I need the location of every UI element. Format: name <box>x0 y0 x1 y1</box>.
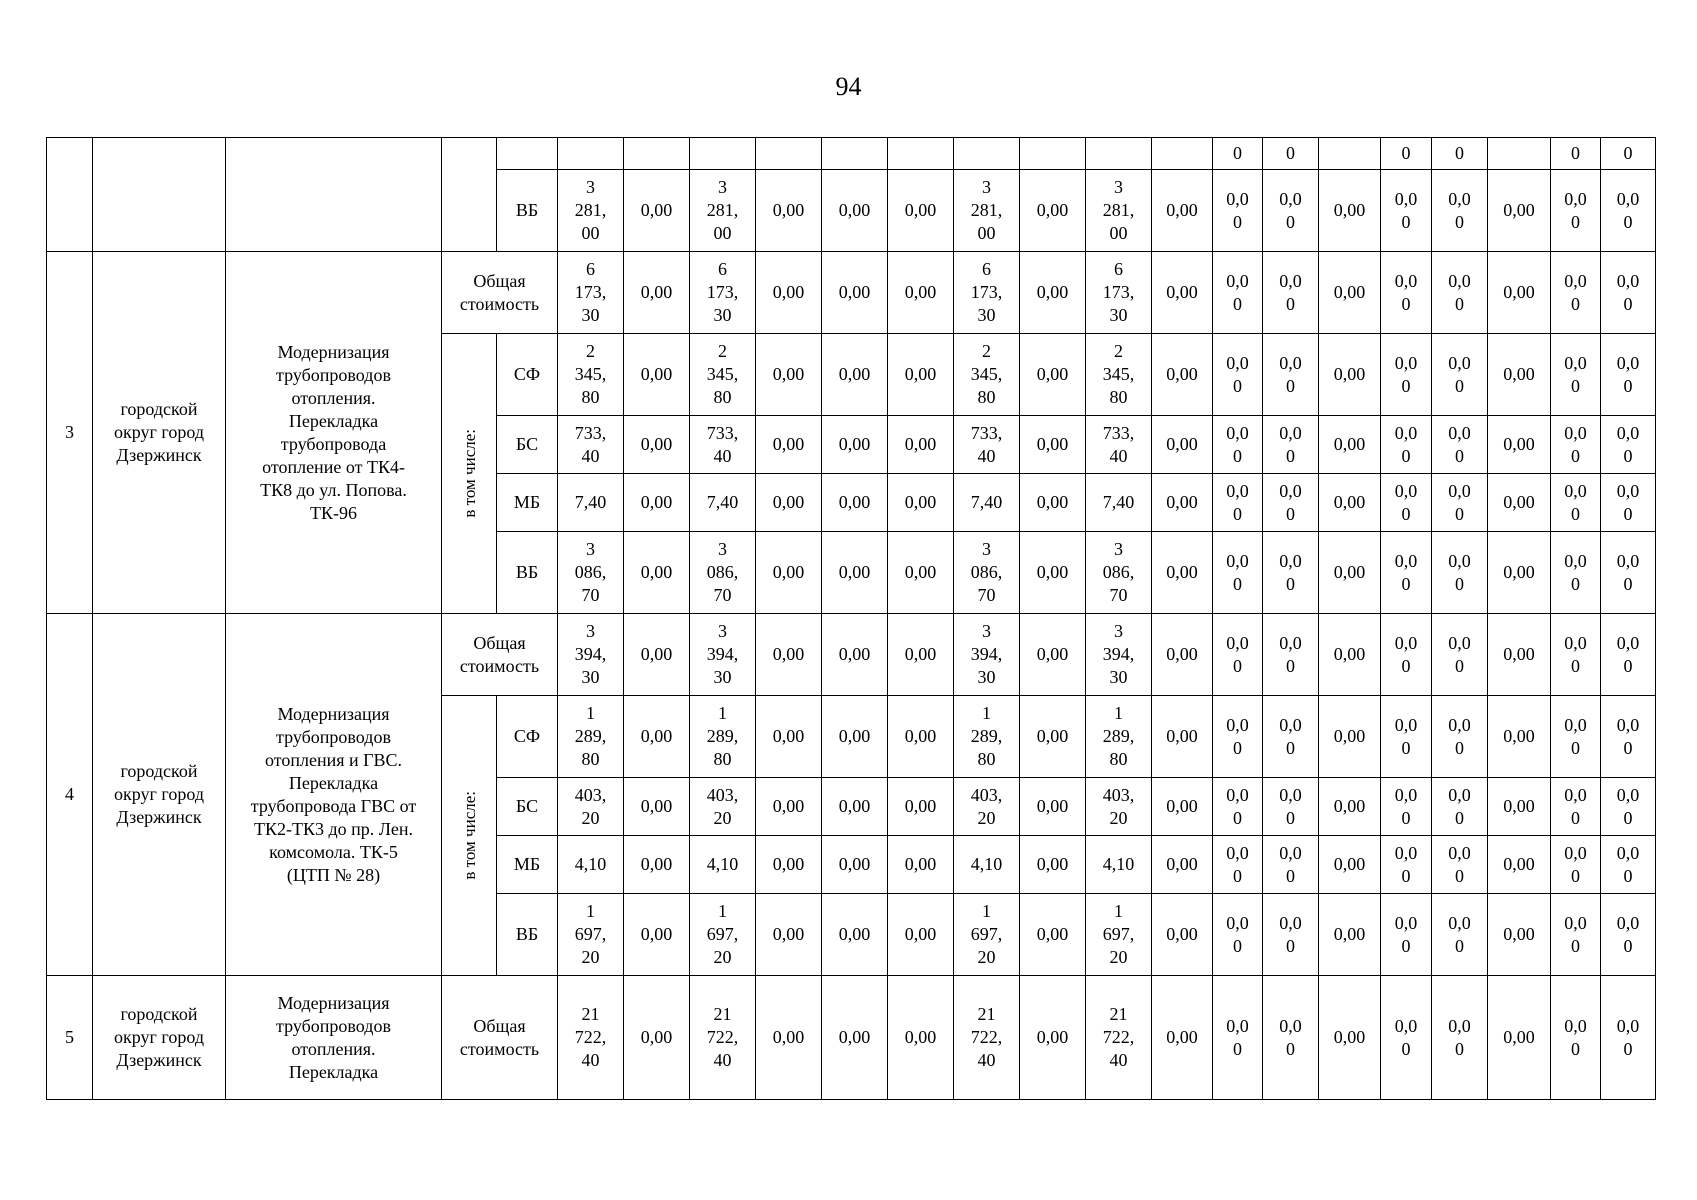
value-cell: 0,0 0 <box>1263 474 1319 532</box>
value-cell: 0,00 <box>624 252 690 334</box>
value-cell: 0,00 <box>1152 894 1213 976</box>
value-cell: 0,0 0 <box>1601 614 1656 696</box>
value-cell: 0,0 0 <box>1263 170 1319 252</box>
value-cell: 0,0 0 <box>1263 778 1319 836</box>
value-cell: 0,00 <box>1020 976 1086 1100</box>
value-cell: 0,0 0 <box>1213 614 1263 696</box>
value-cell: 21 722, 40 <box>1086 976 1152 1100</box>
value-cell <box>1086 138 1152 170</box>
total-cost-label: Общая стоимость <box>442 252 558 334</box>
value-cell: 6 173, 30 <box>558 252 624 334</box>
value-cell: 0,00 <box>756 474 822 532</box>
value-cell: 0,0 0 <box>1601 696 1656 778</box>
value-cell: 0,0 0 <box>1551 894 1601 976</box>
value-cell: 0,0 0 <box>1213 836 1263 894</box>
value-cell: 0,0 0 <box>1551 416 1601 474</box>
value-cell: 0,0 0 <box>1601 976 1656 1100</box>
value-cell: 3 394, 30 <box>558 614 624 696</box>
value-cell <box>558 138 624 170</box>
value-cell: 0,00 <box>1488 334 1551 416</box>
value-cell: 0,00 <box>888 976 954 1100</box>
value-cell: 0,00 <box>624 696 690 778</box>
value-cell: 0,00 <box>1020 334 1086 416</box>
district-cell <box>93 138 226 252</box>
value-cell: 0,00 <box>756 532 822 614</box>
value-cell: 0,00 <box>1488 836 1551 894</box>
value-cell: 3 394, 30 <box>954 614 1020 696</box>
value-cell: 0,00 <box>822 334 888 416</box>
value-cell: 1 289, 80 <box>558 696 624 778</box>
value-cell: 0 <box>1381 138 1432 170</box>
value-cell: 0,00 <box>888 836 954 894</box>
incl-cell <box>442 138 497 252</box>
fund-cell <box>497 138 558 170</box>
value-cell <box>1488 138 1551 170</box>
value-cell: 0,0 0 <box>1381 532 1432 614</box>
value-cell: 1 289, 80 <box>1086 696 1152 778</box>
value-cell: 2 345, 80 <box>954 334 1020 416</box>
value-cell: 0 <box>1213 138 1263 170</box>
value-cell: 0,00 <box>1319 334 1381 416</box>
value-cell: 0,00 <box>1488 894 1551 976</box>
value-cell: 0,0 0 <box>1213 894 1263 976</box>
value-cell: 2 345, 80 <box>558 334 624 416</box>
value-cell <box>624 138 690 170</box>
value-cell: 0,0 0 <box>1381 696 1432 778</box>
table-row <box>47 614 1656 696</box>
value-cell: 0,00 <box>1152 252 1213 334</box>
value-cell: 0,0 0 <box>1263 696 1319 778</box>
value-cell: 0,0 0 <box>1381 894 1432 976</box>
value-cell: 0,00 <box>1319 614 1381 696</box>
value-cell: 0,0 0 <box>1432 532 1488 614</box>
value-cell: 0,0 0 <box>1432 894 1488 976</box>
project-description: Модернизация трубопроводов отопления и ГВС. Перекладка трубопровода ГВС от ТК2-ТК3 до пр. Лен. комсомола. ТК-5 (ЦТП № 28) <box>226 614 442 976</box>
value-cell: 0,0 0 <box>1551 474 1601 532</box>
value-cell: 0,00 <box>888 170 954 252</box>
value-cell: 6 173, 30 <box>954 252 1020 334</box>
value-cell: 0 <box>1551 138 1601 170</box>
row-number: 4 <box>47 614 93 976</box>
table-row <box>47 252 1656 334</box>
value-cell: 0,00 <box>624 416 690 474</box>
value-cell: 0,00 <box>1020 696 1086 778</box>
value-cell: 0,0 0 <box>1263 614 1319 696</box>
value-cell <box>954 138 1020 170</box>
fund-source: БС <box>497 778 558 836</box>
value-cell: 0,00 <box>1319 474 1381 532</box>
value-cell: 0,0 0 <box>1381 170 1432 252</box>
value-cell: 0,00 <box>822 778 888 836</box>
value-cell: 0,0 0 <box>1432 334 1488 416</box>
value-cell: 0,00 <box>1319 416 1381 474</box>
value-cell <box>888 138 954 170</box>
value-cell: 0,00 <box>1020 416 1086 474</box>
value-cell: 733, 40 <box>558 416 624 474</box>
value-cell: 0,0 0 <box>1601 836 1656 894</box>
value-cell: 3 086, 70 <box>558 532 624 614</box>
value-cell: 0,00 <box>1020 252 1086 334</box>
value-cell: 0,0 0 <box>1432 778 1488 836</box>
value-cell: 0,00 <box>822 532 888 614</box>
value-cell: 0,0 0 <box>1551 252 1601 334</box>
value-cell: 3 281, 00 <box>690 170 756 252</box>
value-cell: 0,0 0 <box>1381 614 1432 696</box>
value-cell: 3 086, 70 <box>1086 532 1152 614</box>
value-cell: 0,0 0 <box>1381 334 1432 416</box>
value-cell: 0,00 <box>822 976 888 1100</box>
value-cell: 0,0 0 <box>1213 474 1263 532</box>
value-cell: 21 722, 40 <box>690 976 756 1100</box>
value-cell: 0,00 <box>1020 474 1086 532</box>
value-cell: 0,00 <box>822 416 888 474</box>
value-cell: 0,0 0 <box>1263 252 1319 334</box>
value-cell: 2 345, 80 <box>690 334 756 416</box>
value-cell: 3 281, 00 <box>954 170 1020 252</box>
value-cell: 0,00 <box>1488 532 1551 614</box>
value-cell: 21 722, 40 <box>954 976 1020 1100</box>
value-cell: 1 697, 20 <box>954 894 1020 976</box>
value-cell: 0,00 <box>888 614 954 696</box>
value-cell: 0,00 <box>756 836 822 894</box>
including-label: в том числе: <box>459 429 479 518</box>
value-cell: 0,0 0 <box>1213 416 1263 474</box>
value-cell: 0,00 <box>888 696 954 778</box>
value-cell: 0,00 <box>1488 614 1551 696</box>
row-number: 3 <box>47 252 93 614</box>
fund-source: МБ <box>497 474 558 532</box>
value-cell: 6 173, 30 <box>690 252 756 334</box>
value-cell <box>1319 138 1381 170</box>
page-number: 94 <box>835 72 862 101</box>
value-cell: 0,0 0 <box>1601 170 1656 252</box>
value-cell: 0,0 0 <box>1432 170 1488 252</box>
value-cell: 0,00 <box>1152 334 1213 416</box>
value-cell: 0,0 0 <box>1381 416 1432 474</box>
including-label: в том числе: <box>459 791 479 880</box>
value-cell: 0,00 <box>756 170 822 252</box>
total-cost-label: Общая стоимость <box>442 614 558 696</box>
value-cell: 4,10 <box>558 836 624 894</box>
fund-source: СФ <box>497 334 558 416</box>
value-cell: 0,00 <box>888 252 954 334</box>
value-cell: 0,0 0 <box>1263 894 1319 976</box>
table-row <box>47 976 1656 1100</box>
value-cell: 0,00 <box>1488 474 1551 532</box>
fund-cell: ВБ <box>497 170 558 252</box>
value-cell: 0,00 <box>756 252 822 334</box>
including-label-cell <box>442 696 497 976</box>
fund-source: СФ <box>497 696 558 778</box>
value-cell: 0,0 0 <box>1601 778 1656 836</box>
value-cell: 403, 20 <box>1086 778 1152 836</box>
value-cell: 0,00 <box>1488 778 1551 836</box>
value-cell: 0,00 <box>1488 696 1551 778</box>
value-cell: 0,00 <box>1488 416 1551 474</box>
value-cell: 0,0 0 <box>1551 170 1601 252</box>
row-number: 5 <box>47 976 93 1100</box>
value-cell: 0,00 <box>888 474 954 532</box>
value-cell: 0,0 0 <box>1381 778 1432 836</box>
value-cell: 0,00 <box>624 614 690 696</box>
value-cell: 0,00 <box>1319 170 1381 252</box>
value-cell: 4,10 <box>954 836 1020 894</box>
value-cell: 0,00 <box>624 474 690 532</box>
district-name: городской округ город Дзержинск <box>93 252 226 614</box>
value-cell: 0,00 <box>1152 532 1213 614</box>
value-cell: 0,00 <box>756 614 822 696</box>
value-cell: 0,00 <box>1152 976 1213 1100</box>
value-cell: 0,00 <box>756 976 822 1100</box>
value-cell: 1 697, 20 <box>690 894 756 976</box>
value-cell: 0,00 <box>624 334 690 416</box>
value-cell: 0,0 0 <box>1381 252 1432 334</box>
value-cell: 3 281, 00 <box>1086 170 1152 252</box>
value-cell: 0,00 <box>1319 836 1381 894</box>
value-cell: 0,0 0 <box>1432 416 1488 474</box>
value-cell: 0,0 0 <box>1601 532 1656 614</box>
value-cell: 7,40 <box>1086 474 1152 532</box>
value-cell: 0,00 <box>756 696 822 778</box>
value-cell: 0,00 <box>756 334 822 416</box>
value-cell: 3 281, 00 <box>558 170 624 252</box>
value-cell: 0,00 <box>1152 170 1213 252</box>
value-cell: 0,0 0 <box>1551 334 1601 416</box>
value-cell: 0,00 <box>756 416 822 474</box>
value-cell: 0,0 0 <box>1213 532 1263 614</box>
value-cell: 7,40 <box>954 474 1020 532</box>
value-cell <box>822 138 888 170</box>
value-cell: 0,00 <box>624 836 690 894</box>
value-cell: 0,00 <box>1020 836 1086 894</box>
value-cell: 0,0 0 <box>1551 614 1601 696</box>
value-cell: 0,0 0 <box>1381 836 1432 894</box>
value-cell: 0,00 <box>822 252 888 334</box>
value-cell: 733, 40 <box>690 416 756 474</box>
value-cell: 0,0 0 <box>1263 334 1319 416</box>
fund-source: БС <box>497 416 558 474</box>
district-name: городской округ город Дзержинск <box>93 614 226 976</box>
value-cell: 0,00 <box>1319 252 1381 334</box>
value-cell: 0,00 <box>888 532 954 614</box>
value-cell: 1 289, 80 <box>690 696 756 778</box>
value-cell: 0,00 <box>624 976 690 1100</box>
value-cell: 4,10 <box>1086 836 1152 894</box>
value-cell <box>1152 138 1213 170</box>
value-cell: 0,0 0 <box>1381 976 1432 1100</box>
value-cell: 0,00 <box>1152 696 1213 778</box>
project-description: Модернизация трубопроводов отопления. Перекладка трубопровода отопление от ТК4- ТК8 до ул. Попова. ТК-96 <box>226 252 442 614</box>
value-cell: 6 173, 30 <box>1086 252 1152 334</box>
value-cell: 0,00 <box>822 836 888 894</box>
value-cell: 1 697, 20 <box>558 894 624 976</box>
value-cell: 0,00 <box>888 416 954 474</box>
value-cell: 0,00 <box>822 614 888 696</box>
value-cell: 0,0 0 <box>1432 474 1488 532</box>
value-cell: 0,0 0 <box>1213 252 1263 334</box>
value-cell: 7,40 <box>558 474 624 532</box>
value-cell: 0,0 0 <box>1601 252 1656 334</box>
value-cell: 0,0 0 <box>1601 894 1656 976</box>
value-cell: 0,00 <box>624 170 690 252</box>
value-cell: 0,00 <box>888 334 954 416</box>
value-cell: 0,00 <box>822 170 888 252</box>
num-cell <box>47 138 93 252</box>
value-cell: 0,0 0 <box>1263 976 1319 1100</box>
value-cell: 0,0 0 <box>1432 614 1488 696</box>
value-cell: 0,00 <box>1319 532 1381 614</box>
value-cell: 0,0 0 <box>1432 976 1488 1100</box>
value-cell: 7,40 <box>690 474 756 532</box>
value-cell: 0,00 <box>1020 170 1086 252</box>
value-cell: 0 <box>1263 138 1319 170</box>
value-cell: 0,0 0 <box>1551 778 1601 836</box>
value-cell: 0,00 <box>1319 778 1381 836</box>
value-cell: 0,00 <box>624 778 690 836</box>
value-cell: 0,00 <box>1488 170 1551 252</box>
value-cell: 0,00 <box>822 474 888 532</box>
project-cell <box>226 138 442 252</box>
table-row <box>47 138 1656 170</box>
value-cell: 0,0 0 <box>1213 778 1263 836</box>
total-cost-label: Общая стоимость <box>442 976 558 1100</box>
value-cell: 403, 20 <box>558 778 624 836</box>
value-cell: 0,00 <box>624 532 690 614</box>
value-cell: 0,0 0 <box>1551 532 1601 614</box>
value-cell: 0 <box>1432 138 1488 170</box>
value-cell: 0,00 <box>1488 252 1551 334</box>
value-cell: 3 394, 30 <box>1086 614 1152 696</box>
including-label-cell <box>442 334 497 614</box>
value-cell: 3 086, 70 <box>954 532 1020 614</box>
value-cell: 733, 40 <box>954 416 1020 474</box>
value-cell: 0,00 <box>1152 778 1213 836</box>
value-cell: 0,00 <box>1319 976 1381 1100</box>
value-cell: 0,0 0 <box>1213 696 1263 778</box>
value-cell <box>690 138 756 170</box>
value-cell: 0,00 <box>822 696 888 778</box>
value-cell: 0,00 <box>1319 894 1381 976</box>
value-cell: 0,00 <box>1020 778 1086 836</box>
value-cell: 0,0 0 <box>1551 976 1601 1100</box>
value-cell <box>1020 138 1086 170</box>
value-cell: 0,00 <box>1152 614 1213 696</box>
value-cell: 0,0 0 <box>1213 334 1263 416</box>
value-cell: 0,00 <box>1152 474 1213 532</box>
fund-source: ВБ <box>497 894 558 976</box>
value-cell: 0,00 <box>888 778 954 836</box>
value-cell: 0,0 0 <box>1601 416 1656 474</box>
value-cell: 0,0 0 <box>1551 696 1601 778</box>
value-cell: 0,0 0 <box>1601 334 1656 416</box>
value-cell: 0,00 <box>1319 696 1381 778</box>
value-cell: 0,0 0 <box>1381 474 1432 532</box>
value-cell: 0,0 0 <box>1263 416 1319 474</box>
value-cell: 733, 40 <box>1086 416 1152 474</box>
value-cell: 0,00 <box>1020 532 1086 614</box>
value-cell: 0,00 <box>624 894 690 976</box>
fund-source: ВБ <box>497 532 558 614</box>
project-description: Модернизация трубопроводов отопления. Перекладка <box>226 976 442 1100</box>
value-cell: 403, 20 <box>954 778 1020 836</box>
value-cell: 2 345, 80 <box>1086 334 1152 416</box>
value-cell: 0,0 0 <box>1551 836 1601 894</box>
value-cell: 0,0 0 <box>1263 532 1319 614</box>
value-cell <box>756 138 822 170</box>
value-cell: 0,00 <box>1152 836 1213 894</box>
value-cell: 403, 20 <box>690 778 756 836</box>
value-cell: 0,00 <box>756 778 822 836</box>
value-cell: 0,0 0 <box>1263 836 1319 894</box>
value-cell: 0,00 <box>822 894 888 976</box>
value-cell: 3 394, 30 <box>690 614 756 696</box>
budget-table <box>46 137 1656 1100</box>
value-cell: 0,00 <box>756 894 822 976</box>
value-cell: 0,0 0 <box>1213 976 1263 1100</box>
fund-source: МБ <box>497 836 558 894</box>
value-cell: 0,00 <box>888 894 954 976</box>
value-cell: 0,0 0 <box>1432 696 1488 778</box>
value-cell: 0,0 0 <box>1601 474 1656 532</box>
value-cell: 0,00 <box>1020 614 1086 696</box>
district-name: городской округ город Дзержинск <box>93 976 226 1100</box>
value-cell: 0,00 <box>1488 976 1551 1100</box>
value-cell: 1 697, 20 <box>1086 894 1152 976</box>
value-cell: 0,00 <box>1020 894 1086 976</box>
value-cell: 4,10 <box>690 836 756 894</box>
value-cell: 0,0 0 <box>1213 170 1263 252</box>
value-cell: 0 <box>1601 138 1656 170</box>
value-cell: 21 722, 40 <box>558 976 624 1100</box>
value-cell: 0,0 0 <box>1432 836 1488 894</box>
value-cell: 3 086, 70 <box>690 532 756 614</box>
value-cell: 1 289, 80 <box>954 696 1020 778</box>
value-cell: 0,0 0 <box>1432 252 1488 334</box>
value-cell: 0,00 <box>1152 416 1213 474</box>
